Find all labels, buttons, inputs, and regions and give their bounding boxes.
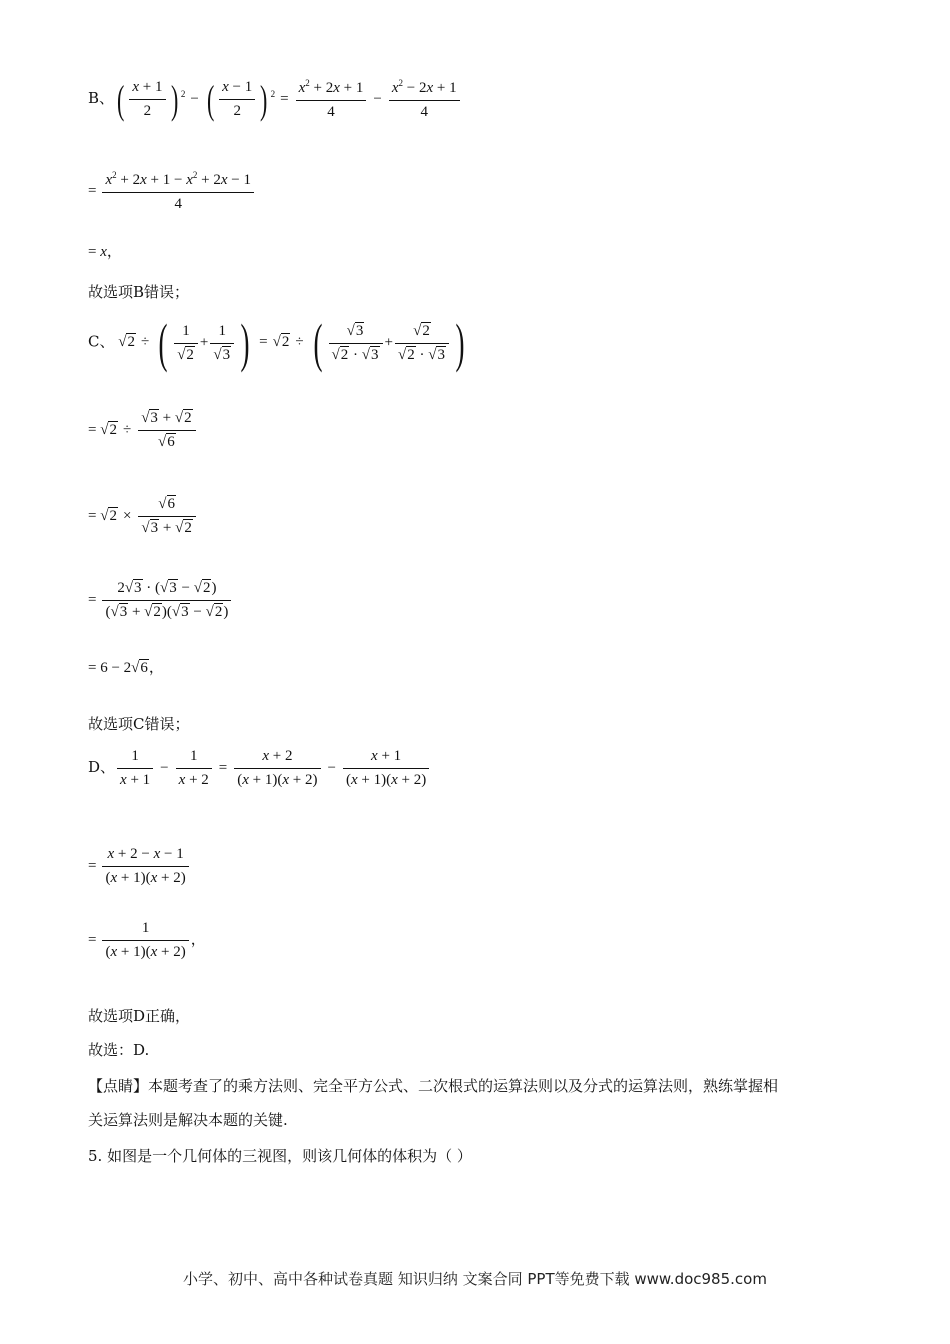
option-c-label: C、 [88,332,115,351]
conclusion-c: 故选项C错误； [88,715,190,733]
math-b-step1: B、( $\frac{x + 1}{2}$ ) $^2$ − ( $\frac{x - 1}{2}$ ) $^2$ = $\frac{x^2 + 2x + 1}{4}$ − $\frac{x^2 - 2x + 1}{4}$ [88,78,462,121]
option-b-label: B、 [88,88,115,107]
math-d-step3: = $\frac{1}{(x + 1)(x + 2)}$ ， [88,920,206,960]
math-c-step4: = $\frac{2√3 \cdot (√3 - √2)}{(√3 + √2)(√3 - √2)}$ [88,580,233,621]
math-c-step1: C、 √2 ÷ ( $\frac{1}{√2}$ + $\frac{1}{√3}$ ) = √2 ÷ ( $\frac{√3}{√2 \cdot √3}$ + $\frac{√2}{√2 \cdot √3}$ ) [88,313,465,373]
math-c-step5: = 6 − 2√6， [88,658,164,676]
math-d-step2: = $\frac{x + 2 - x - 1}{(x + 1)(x + 2)}$ [88,846,191,887]
conclusion-d: 故选项D正确， [88,1007,191,1025]
conclusion-b: 故选项B错误； [88,283,190,301]
math-c-step3: = √2 × $\frac{√6}{√3 + √2}$ [88,496,198,537]
math-b-step2: = $\frac{x^2 + 2x + 1 - x^2 + 2x - 1}{4}$ [88,170,256,213]
page-footer: 小学、初中、高中各种试卷真题 知识归纳 文案合同 PPT等免费下载 www.doc985.com [183,1270,767,1288]
math-c-step2: = √2 ÷ $\frac{√3 + √2}{√6}$ [88,410,198,451]
question-5: 5. 如图是一个几何体的三视图，则该几何体的体积为（ ） [88,1147,472,1165]
option-d-label: D、 [88,757,116,776]
answer-line: 故选：D. [88,1041,150,1059]
comment-line-1: 【点睛】本题考查了的乘方法则、完全平方公式、二次根式的运算法则以及分式的运算法则，熟练掌握相 [88,1077,779,1095]
math-b-step3: = x， [88,242,122,260]
comment-line-2: 关运算法则是解决本题的关键. [88,1111,288,1129]
math-d-step1: D、 $\frac{1}{x + 1}$ − $\frac{1}{x + 2}$ = $\frac{x + 2}{(x + 1)(x + 2)}$ − $\frac{x + 1}{(x + 1)(x + 2)}$ [88,748,431,789]
